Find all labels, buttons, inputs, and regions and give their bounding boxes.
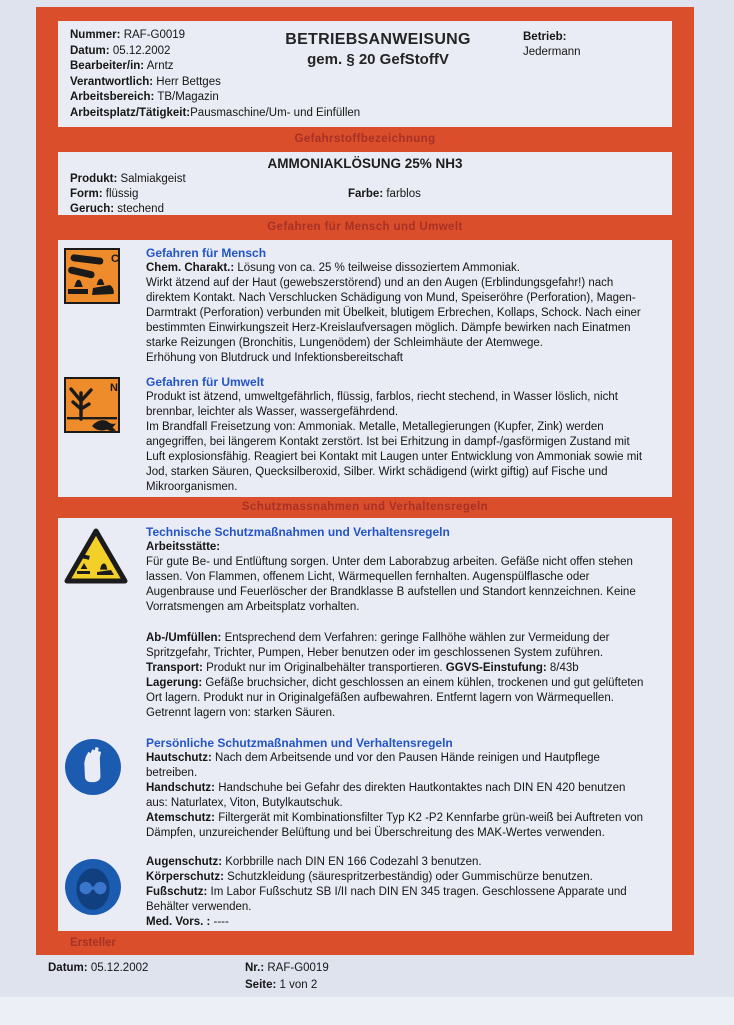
technical-measures-paragraph: Arbeitsstätte: Für gute Be- und Entlüftung sorgen. Unter dem Laborabzug arbeiten. Gefäße nicht offen stehen lassen. Von Flammen, offenem Licht, Wärmequellen fernhalten. Augenspülflasche oder Augenbrause und Feuerlöscher der Brandklasse B aufstellen und Standort kennzeichnen. Keine Vorratsmengen am Arbeitsplatz vorhalten.	[146, 541, 636, 613]
header-field-verantwortlich: Verantwortlich: Herr Bettges	[70, 75, 221, 88]
environment-symbol-N-icon	[64, 377, 120, 433]
environment-hazards-paragraph: Produkt ist ätzend, umweltgefährlich, flüssig, farblos, riecht stechend, in Wasser löslich, nicht brennbar, leichter als Wasser, wassergefährdend. Im Brandfall Freisetzung von: Ammoniak. Metalle, Metallegierungen (Kupfer, Zink) werden angegriffen, bei längerem Kontakt zerstört. Ist bei Erhitzung in dampf-/gasförmigen Zustand mit Luft explosionsfähig. Reagiert bei Kontakt mit Laugen unter Entwicklung von Ammoniak sowie mit Jod, starken Säuren, Quecksilberoxid, Silber. Wirkt schädigend (wirkt giftig) auf Fische und Mikroorganismen.	[146, 391, 643, 493]
environment-hazards-heading: Gefahren für Umwelt	[146, 375, 265, 389]
header-field-bearbeiter: Bearbeiter/in: Arntz	[70, 60, 174, 72]
wear-goggles-mandatory-icon	[64, 858, 122, 916]
substance-properties	[70, 172, 672, 217]
wear-gloves-mandatory-icon	[64, 738, 122, 796]
technical-measures-block	[58, 524, 672, 615]
eye-body-protection-paragraph: Augenschutz: Korbbrille nach DIN EN 166 Codezahl 3 benutzen. Körperschutz: Schutzkleidung (säurespritzerbeständig) oder Gummischürze benutzen. Fußschutz: Im Labor Fußschutz SB I/II nach DIN EN 345 tragen. Geschlossene Apparate und Behälter verwenden. Med. Vors. : ----	[146, 856, 627, 928]
scan-edge-strip	[0, 997, 734, 1025]
section-band-gefahren: Gefahren für Mensch und Umwelt	[267, 221, 463, 233]
handling-transport-paragraph: Ab-/Umfüllen: Entsprechend dem Verfahren: geringe Fallhöhe wählen zur Vermeidung der Spritzgefahr, Trichter, Pumpen, Heber benutzen oder im geschlossenen System zuführen. Transport: Produkt nur im Originalbehälter transportieren. GGVS-Einstufung: 8/43b Lagerung: Gefäße bruchsicher, dicht geschlossen an einem kühlen, trockenen und gut gelüfteten Ort lagern. Produkt nur in Originalgefäßen aufbewahren. Entfernt lagern von Wärmequellen. Getrennt lagern von: starken Säuren.	[146, 632, 644, 719]
environment-hazards-block	[58, 374, 672, 495]
technical-measures-heading: Technische Schutzmaßnahmen und Verhaltensregeln	[146, 525, 450, 539]
footer-datum: Datum: 05.12.2002	[48, 962, 149, 974]
produkt-field: Produkt: Salmiakgeist	[70, 173, 186, 185]
document-header	[58, 21, 672, 127]
human-hazards-text	[146, 245, 672, 366]
empty-icon-col	[58, 631, 146, 721]
svg-text:N: N	[110, 382, 118, 394]
technical-measures-text	[146, 524, 672, 615]
human-hazards-heading: Gefahren für Mensch	[146, 246, 267, 260]
svg-text:C: C	[111, 253, 119, 265]
gloves-sign-icon-col	[58, 735, 146, 841]
document-title: BETRIEBSANWEISUNG gem. § 20 GefStoffV	[285, 31, 471, 68]
section-band-gefahrstoffbezeichnung: Gefahrstoffbezeichnung	[294, 133, 436, 145]
goggles-sign-icon-col	[58, 855, 146, 930]
personal-protection-heading: Persönliche Schutzmaßnahmen und Verhaltensregeln	[146, 736, 453, 750]
warning-triangle-icon-col	[58, 524, 146, 615]
human-hazards-block	[58, 245, 672, 366]
farbe-field: Farbe: farblos	[348, 188, 421, 200]
header-field-arbeitsbereich: Arbeitsbereich: TB/Magazin	[70, 91, 219, 103]
personal-protection-block	[58, 735, 672, 841]
footer-nr-seite	[245, 960, 329, 994]
personal-protection-paragraph: Hautschutz: Nach dem Arbeitsende und vor den Pausen Hände reinigen und Hautpflege betreiben. Handschutz: Handschuhe bei Gefahr des direkten Hautkontaktes nach DIN EN 420 benutzen aus: Naturlatex, Viton, Butylkautschuk. Atemschutz: Filtergerät mit Kombinationsfilter Typ K2 -P2 Kennfarbe grün-weiß bei Auftreten von Dämpfen, unzureichender Belüftung und bei Überschreitung des MAK-Wertes verwenden.	[146, 752, 644, 839]
substance-name: AMMONIAKLÖSUNG 25% NH3	[267, 156, 463, 171]
human-hazards-paragraph: Chem. Charakt.: Lösung von ca. 25 % teilweise dissoziertem Ammoniak. Wirkt ätzend auf der Haut (gewebszerstörend) und an den Augen (Erblindungsgefahr!) nach direktem Kontakt. Nach Verschlucken Schädigung von Mund, Speiseröhre (Perforation), Magen-Darmtrakt (Perforation) verbunden mit Übelkeit, blutigem Erbrechen, Kollaps, Schock. Nach einer bestimmten Einwirkungszeit Herz-Kreislaufversagen möglich. Dämpfe bewirken nach Einatmen starke Reizungen (Bronchitis, Lungenödem) der Schleimhäute der Atemwege. Erhöhung von Blutdruck und Infektionsbereitschaft	[146, 262, 641, 364]
geruch-field: Geruch: stechend	[70, 203, 164, 215]
betrieb-block: Betrieb: Jedermann	[523, 31, 581, 58]
environment-hazards-text	[146, 374, 672, 495]
protection-section	[58, 518, 672, 931]
section-band-schutzmassnahmen: Schutzmassnahmen und Verhaltensregeln	[241, 501, 489, 513]
footer-seite: Seite: 1 von 2	[245, 979, 318, 991]
corrosive-warning-triangle-icon	[64, 527, 128, 585]
ersteller-label: Ersteller	[70, 937, 117, 949]
handling-transport-block	[58, 631, 672, 721]
header-field-arbeitsplatz: Arbeitsplatz/Tätigkeit:Pausmaschine/Um- und Einfüllen	[70, 106, 361, 119]
corrosive-symbol-C-icon	[64, 248, 120, 304]
hazards-section	[58, 240, 672, 497]
personal-protection-text	[146, 735, 672, 841]
footer-nr: Nr.: RAF-G0019	[245, 962, 329, 974]
substance-identification	[58, 152, 672, 215]
form-field: Form: flüssig	[70, 188, 139, 200]
environment-symbol-icon	[58, 374, 146, 495]
eye-body-protection-block	[58, 855, 672, 930]
ersteller-bar	[36, 931, 694, 955]
corrosive-symbol-icon	[58, 245, 146, 366]
page-footer	[48, 960, 448, 991]
header-field-datum: Datum: 05.12.2002	[70, 44, 171, 57]
header-field-nummer: Nummer: RAF-G0019	[70, 29, 186, 41]
document-frame	[36, 7, 694, 955]
